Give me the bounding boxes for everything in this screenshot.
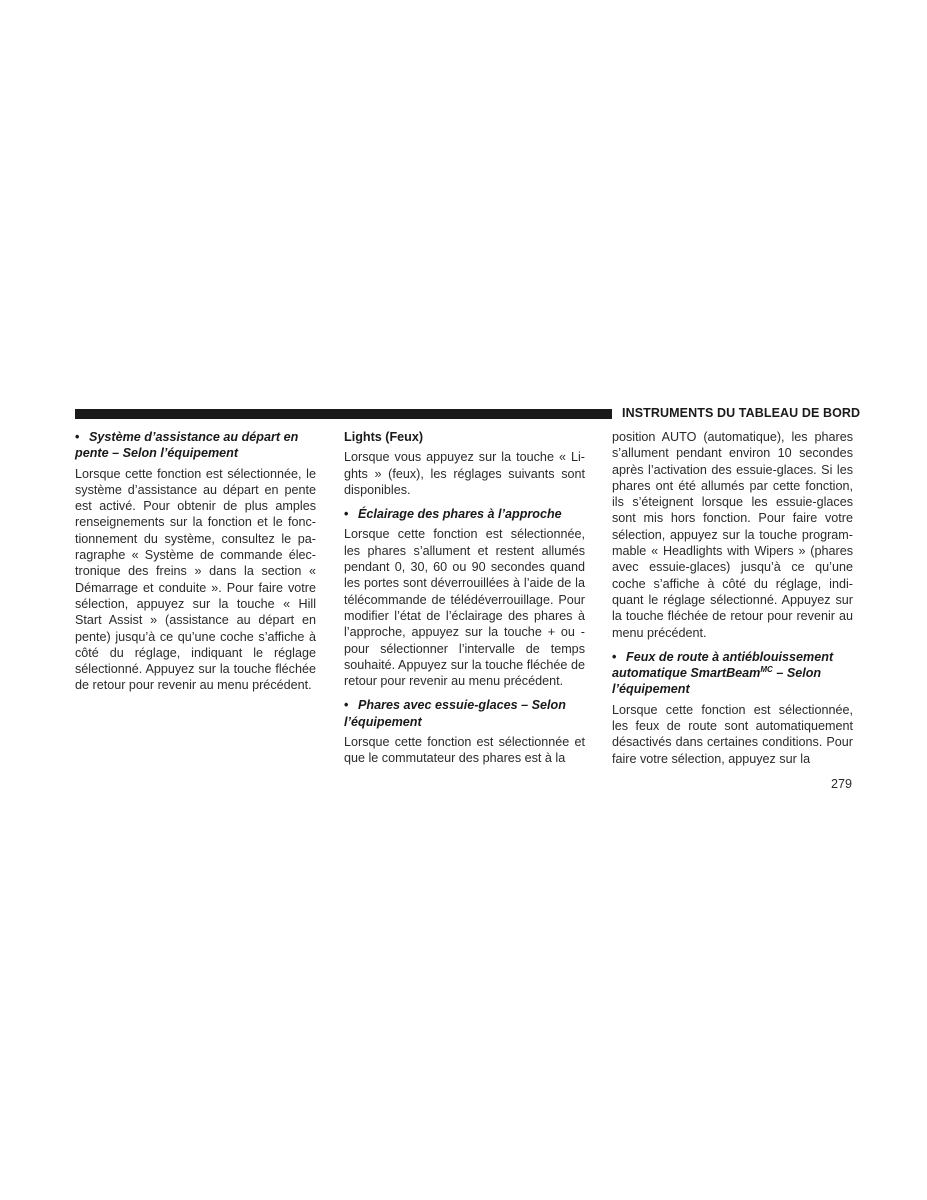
- running-head: INSTRUMENTS DU TABLEAU DE BORD: [622, 406, 861, 420]
- heading-approach-lighting: [344, 506, 585, 522]
- bullet-icon: •: [75, 430, 80, 444]
- bullet-icon: •: [344, 507, 349, 522]
- page-number: 279: [830, 777, 852, 791]
- paragraph-headlights-with-wipers-continued: position AUTO (automatique), les phares s’allument pendant environ 10 secondes après l’activation des essuie-glaces. Si les phares ont été allumés par cette fonction, ils s’éteignent lorsque les essuie-glaces sont mis hors fonction. Pour faire votre sélection, appuyez sur la touche programmable « Headlights with Wipers » (phares avec essuie-glaces) jusqu’à ce qu’une coche s’affiche à côté du réglage, indiquant le réglage sélectionné. Appuyez sur la touche fléchée de retour pour revenir au menu précédent.: [612, 430, 853, 640]
- heading-lights: Lights (Feux): [344, 430, 424, 444]
- heading-text: Éclairage des phares à l’approche: [358, 507, 562, 522]
- paragraph-smartbeam: Lorsque cette fonction est sélectionnée, les feux de route sont automatiquement désactivés dans certaines conditions. Pour faire votre sélection, appuyez sur la: [612, 702, 853, 766]
- paragraph-approach-lighting: Lorsque cette fonction est sélectionnée, les phares s’allument et restent allumés pendant 0, 30, 60 ou 90 secondes quand les portes sont déverrouillées à l’aide de la télécommande de télédéverrouillage. Pour modifier l’état de l’éclairage des phares à l’approche, appuyez sur la touche + ou - pour sélectionner l’intervalle de temps souhaité. Appuyez sur la touche fléchée de retour pour revenir au menu précédent.: [344, 527, 585, 689]
- header-rule: [75, 409, 612, 419]
- heading-text-a: Feux de route à antiéblouissement automatique SmartBeam: [612, 649, 834, 681]
- column-3: [612, 429, 853, 775]
- column-2: [344, 429, 585, 775]
- heading-hill-start-assist: [75, 429, 316, 462]
- heading-text-b: – Selon l’équipement: [612, 666, 822, 697]
- bullet-icon: •: [344, 698, 349, 713]
- heading-superscript: MC: [760, 665, 773, 675]
- bullet-icon: •: [612, 649, 617, 664]
- column-1: [75, 429, 316, 702]
- heading-text: Phares avec essuie-glaces – Selon l’équipement: [344, 698, 566, 729]
- heading-text: Système d’assistance au départ en pente – Selon l’équipement: [75, 430, 299, 461]
- heading-smartbeam: [612, 649, 853, 698]
- paragraph-lights: Lorsque vous appuyez sur la touche « Lights » (feux), les réglages suivants sont disponibles.: [344, 450, 585, 497]
- paragraph-headlights-with-wipers: Lorsque cette fonction est sélectionnée et que le commutateur des phares est à la: [344, 735, 585, 766]
- heading-headlights-with-wipers: [344, 697, 585, 730]
- paragraph-hill-start-assist: Lorsque cette fonction est sélectionnée, le système d’assistance au départ en pente est activé. Pour obtenir de plus amples renseignements sur la fonction et le fonctionnement du système, consultez le paragraphe « Système de commande électronique des freins » dans la section « Démarrage et conduite ». Pour faire votre sélection, appuyez sur la touche « Hill Start Assist » (assistance au départ en pente) jusqu’à ce qu’une coche s’affiche à côté du réglage, indiquant le réglage sélectionné. Appuyez sur la touche fléchée de retour pour revenir au menu précédent.: [75, 466, 316, 693]
